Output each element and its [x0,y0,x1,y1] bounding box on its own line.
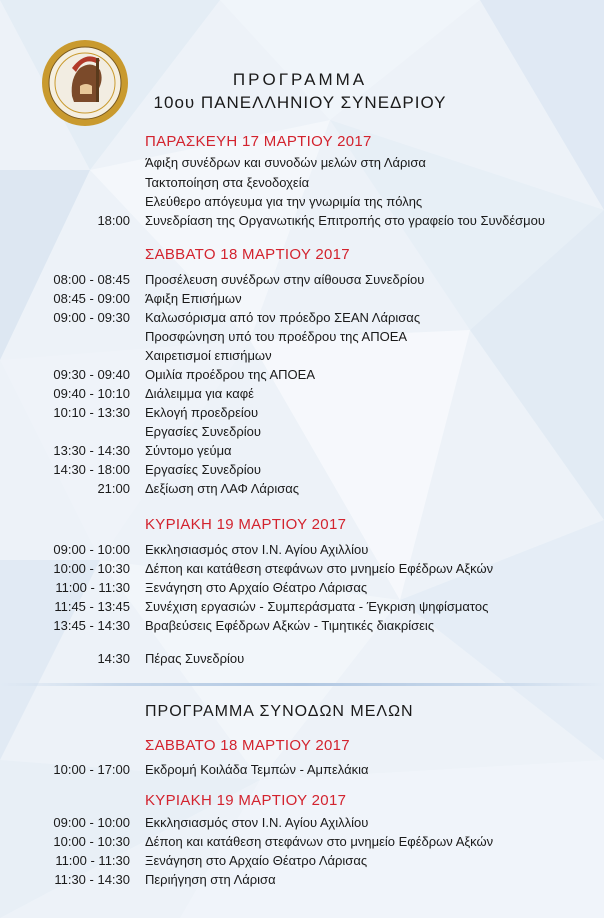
row-event: Ομιλία προέδρου της ΑΠΟΕΑ [145,367,316,382]
row-time: 21:00 [97,481,130,496]
row-event: Ξενάγηση στο Αρχαίο Θέατρο Λάρισας [145,853,368,868]
schedule-row [0,348,604,367]
row-time: 13:45 - 14:30 [53,618,130,633]
row-time: 11:00 - 11:30 [55,580,130,595]
row-event: Σύντομο γεύμα [145,443,232,458]
row-time: 09:00 - 10:00 [53,815,130,830]
row-event: Διάλειμμα για καφέ [145,386,254,401]
schedule-row [0,762,604,781]
row-event: Εκδρομή Κοιλάδα Τεμπών - Αμπελάκια [145,762,369,777]
schedule-row [0,194,604,213]
row-event: Προσέλευση συνέδρων στην αίθουσα Συνεδρίου [145,272,425,287]
row-event: Άφιξη Επισήμων [145,291,242,306]
row-time: 14:30 [97,651,130,666]
schedule-row [0,155,604,174]
row-time: 08:45 - 09:00 [53,291,130,306]
schedule-row [0,580,604,599]
row-event: Προσφώνηση υπό του προέδρου της ΑΠΟΕΑ [145,329,408,344]
row-event: Καλωσόρισμα από τον πρόεδρο ΣΕΑΝ Λάρισας [145,310,421,325]
schedule-row [0,815,604,834]
schedule-row [0,175,604,194]
schedule-row [0,853,604,872]
schedule-row [0,367,604,386]
schedule-row [0,386,604,405]
row-event: Τακτοποίηση στα ξενοδοχεία [145,175,310,190]
row-event: Εκκλησιασμός στον Ι.Ν. Αγίου Αχιλλίου [145,542,369,557]
row-time: 14:30 - 18:00 [53,462,130,477]
row-event: Δέποη και κατάθεση στεφάνων στο μνημείο Εφέδρων Αξκών [145,561,494,576]
row-time: 18:00 [97,213,130,228]
row-time: 11:30 - 14:30 [54,872,130,887]
schedule-row [0,462,604,481]
page-title: ΠΡΟΓΡΑΜΜΑ [232,70,368,89]
row-event: Εργασίες Συνεδρίου [145,462,261,477]
companions-day-heading-saturday: ΣΑΒΒΑΤΟ 18 ΜΑΡΤΙΟΥ 2017 [145,737,350,754]
section-divider [0,683,604,686]
row-event: Βραβεύσεις Εφέδρων Αξκών - Τιμητικές διακρίσεις [145,618,435,633]
day-heading-friday: ΠΑΡΑΣΚΕΥΗ 17 ΜΑΡΤΙΟΥ 2017 [145,133,372,150]
row-time: 08:00 - 08:45 [53,272,130,287]
schedule-row [0,405,604,424]
day-heading-saturday: ΣΑΒΒΑΤΟ 18 ΜΑΡΤΙΟΥ 2017 [145,246,350,263]
schedule-row [0,329,604,348]
row-time: 10:10 - 13:30 [53,405,130,420]
row-time: 11:00 - 11:30 [55,853,130,868]
row-event: Ξενάγηση στο Αρχαίο Θέατρο Λάρισας [145,580,368,595]
schedule-row-closing [0,651,604,670]
schedule-row [0,834,604,853]
row-event: Συνεδρίαση της Οργανωτικής Επιτροπής στο γραφείο του Συνδέσμου [145,213,545,228]
row-event: Ελεύθερο απόγευμα για την γνωριμία της πόλης [145,194,423,209]
row-time: 10:00 - 17:00 [53,762,130,777]
schedule-row [0,542,604,561]
row-event: Εκκλησιασμός στον Ι.Ν. Αγίου Αχιλλίου [145,815,369,830]
row-event: Πέρας Συνεδρίου [145,651,245,666]
schedule-row [0,424,604,443]
row-event: Εργασίες Συνεδρίου [145,424,261,439]
schedule-row [0,213,604,232]
row-time: 10:00 - 10:30 [53,561,130,576]
association-emblem-logo [40,38,130,128]
schedule-row [0,599,604,618]
row-event: Δέποη και κατάθεση στεφάνων στο μνημείο Εφέδρων Αξκών [145,834,494,849]
day-heading-sunday: ΚΥΡΙΑΚΗ 19 ΜΑΡΤΙΟΥ 2017 [145,516,347,533]
row-time: 09:30 - 09:40 [53,367,130,382]
companions-day-heading-sunday: ΚΥΡΙΑΚΗ 19 ΜΑΡΤΙΟΥ 2017 [145,792,347,809]
companions-title: ΠΡΟΓΡΑΜΜΑ ΣΥΝΟΔΩΝ ΜΕΛΩΝ [145,703,414,720]
row-event: Συνέχιση εργασιών - Συμπεράσματα - Έγκριση ψηφίσματος [145,599,489,614]
row-event: Δεξίωση στη ΛΑΦ Λάρισας [145,481,300,496]
row-time: 09:40 - 10:10 [53,386,130,401]
schedule-row [0,443,604,462]
schedule-row [0,561,604,580]
row-event: Περιήγηση στη Λάρισα [145,872,276,887]
row-event: Χαιρετισμοί επισήμων [145,348,272,363]
row-time: 13:30 - 14:30 [53,443,130,458]
schedule-row [0,272,604,291]
row-time: 09:00 - 09:30 [53,310,130,325]
schedule-row [0,872,604,891]
row-time: 10:00 - 10:30 [53,834,130,849]
row-event: Εκλογή προεδρείου [145,405,259,420]
schedule-row [0,310,604,329]
row-event: Άφιξη συνέδρων και συνοδών μελών στη Λάρισα [145,155,426,170]
schedule-row [0,618,604,637]
row-time: 11:45 - 13:45 [54,599,130,614]
schedule-row [0,291,604,310]
schedule-row [0,481,604,500]
page-subtitle: 10ου ΠΑΝΕΛΛΗΝΙΟΥ ΣΥΝΕΔΡΙΟΥ [153,93,447,112]
row-time: 09:00 - 10:00 [53,542,130,557]
